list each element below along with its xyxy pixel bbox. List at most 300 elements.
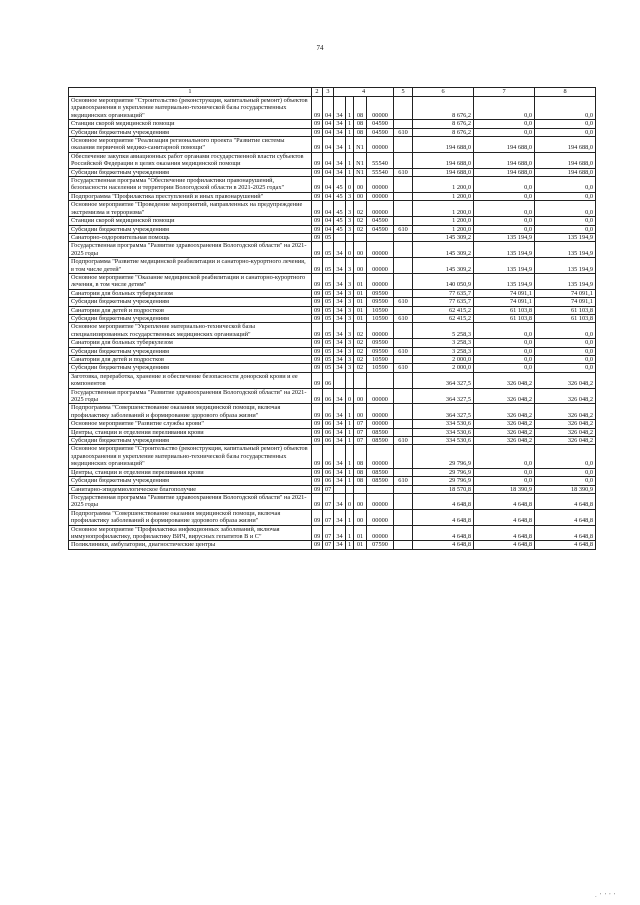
section-code: 09 xyxy=(312,120,323,128)
section-code: 09 xyxy=(312,314,323,322)
amount-col6: 8 676,2 xyxy=(413,97,474,120)
subsection-code: 04 xyxy=(323,192,334,200)
table-row xyxy=(69,323,596,339)
target-article-subprogram: 3 xyxy=(346,306,354,314)
target-article-event: 02 xyxy=(354,217,367,225)
table-row xyxy=(69,298,596,306)
target-article-subprogram: 1 xyxy=(346,97,354,120)
amount-col8: 0,0 xyxy=(535,192,596,200)
row-name: Санатории для больных туберкулезом xyxy=(69,339,312,347)
amount-col6: 140 050,9 xyxy=(413,273,474,289)
table-header-row xyxy=(69,88,596,97)
row-name: Основное мероприятие "Реализация регионального проекта "Развитие системы оказания первичной медико-санитарной помощи" xyxy=(69,137,312,153)
amount-col6: 1 200,0 xyxy=(413,217,474,225)
amount-col7: 74 091,1 xyxy=(474,289,535,297)
amount-col7: 326 048,2 xyxy=(474,428,535,436)
amount-col6: 8 676,2 xyxy=(413,120,474,128)
section-code: 09 xyxy=(312,137,323,153)
header-cell: 5 xyxy=(394,88,413,97)
amount-col7: 194 688,0 xyxy=(474,168,535,176)
target-article-program: 45 xyxy=(334,217,346,225)
row-name: Санатории для детей и подростков xyxy=(69,356,312,364)
row-name: Основное мероприятие "Оказание медицинской реабилитации и санаторно-курортного лечения, в том числе детям" xyxy=(69,273,312,289)
expense-type-code xyxy=(394,152,413,168)
amount-col7: 135 194,9 xyxy=(474,258,535,274)
subsection-code: 05 xyxy=(323,347,334,355)
amount-col7: 4 648,8 xyxy=(474,493,535,509)
amount-col7: 4 648,8 xyxy=(474,541,535,549)
subsection-code: 06 xyxy=(323,477,334,485)
target-article-program: 34 xyxy=(334,356,346,364)
amount-col7: 0,0 xyxy=(474,364,535,372)
section-code: 09 xyxy=(312,225,323,233)
subsection-code: 05 xyxy=(323,298,334,306)
header-cell: 3 xyxy=(323,88,334,97)
row-name: Поликлиники, амбулатории, диагностические центры xyxy=(69,541,312,549)
expense-type-code xyxy=(394,388,413,404)
target-article-direction: 09590 xyxy=(367,339,394,347)
target-article-event: 00 xyxy=(354,509,367,525)
target-article-direction: 00000 xyxy=(367,493,394,509)
subsection-code: 05 xyxy=(323,242,334,258)
target-article-subprogram: 3 xyxy=(346,225,354,233)
amount-col8: 18 390,9 xyxy=(535,485,596,493)
table-row xyxy=(69,217,596,225)
target-article-event: 02 xyxy=(354,364,367,372)
expense-type-code xyxy=(394,201,413,217)
target-article-event: N1 xyxy=(354,152,367,168)
table-row xyxy=(69,437,596,445)
target-article-subprogram: 0 xyxy=(346,388,354,404)
section-code: 09 xyxy=(312,97,323,120)
table-row xyxy=(69,485,596,493)
row-name: Государственная программа "Развитие здравоохранения Вологодской области" на 2021-2025 годы xyxy=(69,493,312,509)
section-code: 09 xyxy=(312,192,323,200)
amount-col8: 4 648,8 xyxy=(535,525,596,541)
target-article-subprogram: 3 xyxy=(346,289,354,297)
target-article-event xyxy=(354,372,367,388)
amount-col6: 77 635,7 xyxy=(413,298,474,306)
target-article-subprogram: 3 xyxy=(346,273,354,289)
subsection-code: 04 xyxy=(323,201,334,217)
amount-col7: 0,0 xyxy=(474,347,535,355)
target-article-program: 34 xyxy=(334,468,346,476)
amount-col7: 4 648,8 xyxy=(474,509,535,525)
target-article-program: 34 xyxy=(334,404,346,420)
target-article-event: 01 xyxy=(354,298,367,306)
target-article-program: 34 xyxy=(334,137,346,153)
target-article-subprogram: 3 xyxy=(346,217,354,225)
amount-col8: 326 048,2 xyxy=(535,420,596,428)
target-article-event: 08 xyxy=(354,120,367,128)
target-article-event: 08 xyxy=(354,97,367,120)
target-article-event: 08 xyxy=(354,468,367,476)
target-article-program xyxy=(334,372,346,388)
target-article-event: 07 xyxy=(354,428,367,436)
target-article-direction xyxy=(367,485,394,493)
target-article-direction: 09590 xyxy=(367,347,394,355)
table-row xyxy=(69,233,596,241)
target-article-event: 02 xyxy=(354,356,367,364)
expense-type-code xyxy=(394,445,413,468)
amount-col7: 0,0 xyxy=(474,356,535,364)
target-article-subprogram: 3 xyxy=(346,347,354,355)
amount-col8: 74 091,1 xyxy=(535,298,596,306)
amount-col7: 0,0 xyxy=(474,225,535,233)
amount-col7: 74 091,1 xyxy=(474,298,535,306)
subsection-code: 06 xyxy=(323,437,334,445)
row-name: Государственная программа "Развитие здравоохранения Вологодской области" на 2021-2025 годы xyxy=(69,388,312,404)
row-name: Основное мероприятие "Проведение мероприятий, направленных на предупреждение экстремизма и терроризма" xyxy=(69,201,312,217)
target-article-subprogram xyxy=(346,372,354,388)
subsection-code: 07 xyxy=(323,541,334,549)
amount-col6: 2 000,0 xyxy=(413,356,474,364)
amount-col8: 326 048,2 xyxy=(535,404,596,420)
target-article-event: 00 xyxy=(354,493,367,509)
subsection-code: 06 xyxy=(323,388,334,404)
target-article-direction: 00000 xyxy=(367,323,394,339)
table-row xyxy=(69,289,596,297)
amount-col7: 0,0 xyxy=(474,97,535,120)
amount-col6: 1 200,0 xyxy=(413,225,474,233)
header-cell: 8 xyxy=(535,88,596,97)
amount-col6: 364 327,5 xyxy=(413,372,474,388)
expense-type-code xyxy=(394,468,413,476)
amount-col6: 194 688,0 xyxy=(413,137,474,153)
target-article-program: 34 xyxy=(334,437,346,445)
target-article-event: 00 xyxy=(354,177,367,193)
subsection-code: 05 xyxy=(323,339,334,347)
amount-col8: 0,0 xyxy=(535,445,596,468)
subsection-code: 07 xyxy=(323,485,334,493)
row-name: Санатории для больных туберкулезом xyxy=(69,289,312,297)
section-code: 09 xyxy=(312,372,323,388)
amount-col6: 194 688,0 xyxy=(413,168,474,176)
target-article-event: 02 xyxy=(354,347,367,355)
target-article-program: 45 xyxy=(334,225,346,233)
amount-col8: 326 048,2 xyxy=(535,437,596,445)
row-name: Субсидии бюджетным учреждениям xyxy=(69,347,312,355)
expense-type-code xyxy=(394,97,413,120)
table-row xyxy=(69,525,596,541)
target-article-subprogram: 1 xyxy=(346,137,354,153)
table-row xyxy=(69,364,596,372)
section-code: 09 xyxy=(312,428,323,436)
row-name: Субсидии бюджетным учреждениям xyxy=(69,128,312,136)
section-code: 09 xyxy=(312,347,323,355)
target-article-direction xyxy=(367,372,394,388)
scan-mark: . ' ' ' ' xyxy=(595,893,616,899)
amount-col7: 135 194,9 xyxy=(474,233,535,241)
target-article-direction: 00000 xyxy=(367,404,394,420)
target-article-subprogram: 1 xyxy=(346,404,354,420)
section-code: 09 xyxy=(312,485,323,493)
header-cell: 2 xyxy=(312,88,323,97)
expense-type-code xyxy=(394,273,413,289)
header-cell: 4 xyxy=(334,88,394,97)
expense-type-code xyxy=(394,493,413,509)
amount-col6: 8 676,2 xyxy=(413,128,474,136)
target-article-program: 34 xyxy=(334,364,346,372)
amount-col8: 135 194,9 xyxy=(535,242,596,258)
amount-col6: 62 415,2 xyxy=(413,306,474,314)
row-name: Субсидии бюджетным учреждениям xyxy=(69,477,312,485)
subsection-code: 04 xyxy=(323,177,334,193)
target-article-event: 02 xyxy=(354,201,367,217)
amount-col6: 145 309,2 xyxy=(413,258,474,274)
subsection-code: 06 xyxy=(323,372,334,388)
expense-type-code xyxy=(394,137,413,153)
section-code: 09 xyxy=(312,404,323,420)
target-article-subprogram: 3 xyxy=(346,339,354,347)
target-article-subprogram: 3 xyxy=(346,364,354,372)
amount-col7: 0,0 xyxy=(474,120,535,128)
table-row xyxy=(69,273,596,289)
amount-col8: 135 194,9 xyxy=(535,258,596,274)
amount-col8: 0,0 xyxy=(535,120,596,128)
table-row xyxy=(69,128,596,136)
target-article-direction: 10590 xyxy=(367,364,394,372)
amount-col7: 61 103,8 xyxy=(474,306,535,314)
target-article-direction xyxy=(367,233,394,241)
expense-type-code xyxy=(394,306,413,314)
expense-type-code xyxy=(394,120,413,128)
section-code: 09 xyxy=(312,201,323,217)
section-code: 09 xyxy=(312,339,323,347)
header-cell: 6 xyxy=(413,88,474,97)
amount-col8: 135 194,9 xyxy=(535,273,596,289)
section-code: 09 xyxy=(312,298,323,306)
amount-col6: 1 200,0 xyxy=(413,177,474,193)
expense-type-code: 610 xyxy=(394,477,413,485)
section-code: 09 xyxy=(312,306,323,314)
expense-type-code xyxy=(394,192,413,200)
target-article-program: 45 xyxy=(334,192,346,200)
amount-col8: 0,0 xyxy=(535,347,596,355)
target-article-event: 01 xyxy=(354,306,367,314)
table-row xyxy=(69,388,596,404)
table-row xyxy=(69,168,596,176)
amount-col7: 326 048,2 xyxy=(474,420,535,428)
section-code: 09 xyxy=(312,217,323,225)
expense-type-code: 610 xyxy=(394,347,413,355)
table-row xyxy=(69,347,596,355)
row-name: Субсидии бюджетным учреждениям xyxy=(69,437,312,445)
target-article-event: 02 xyxy=(354,225,367,233)
expense-type-code xyxy=(394,258,413,274)
target-article-direction: 00000 xyxy=(367,509,394,525)
table-row xyxy=(69,428,596,436)
target-article-direction: 00000 xyxy=(367,97,394,120)
table-row xyxy=(69,541,596,549)
table-row xyxy=(69,356,596,364)
subsection-code: 04 xyxy=(323,152,334,168)
subsection-code: 05 xyxy=(323,356,334,364)
target-article-direction: 00000 xyxy=(367,445,394,468)
expense-type-code xyxy=(394,339,413,347)
subsection-code: 06 xyxy=(323,404,334,420)
row-name: Основное мероприятие "Строительство (реконструкция, капитальный ремонт) объектов здравоохранения в укрепление материально-технической базы государственных медицинских организаций" xyxy=(69,97,312,120)
table-row xyxy=(69,445,596,468)
subsection-code: 05 xyxy=(323,258,334,274)
amount-col8: 0,0 xyxy=(535,339,596,347)
amount-col6: 18 570,8 xyxy=(413,485,474,493)
target-article-event: N1 xyxy=(354,137,367,153)
target-article-direction: 10590 xyxy=(367,306,394,314)
header-cell: 7 xyxy=(474,88,535,97)
subsection-code: 05 xyxy=(323,306,334,314)
row-name: Основное мероприятие "Развитие службы крови" xyxy=(69,420,312,428)
target-article-program: 34 xyxy=(334,339,346,347)
target-article-subprogram: 3 xyxy=(346,314,354,322)
amount-col6: 62 415,2 xyxy=(413,314,474,322)
expense-type-code xyxy=(394,428,413,436)
target-article-program: 34 xyxy=(334,289,346,297)
target-article-subprogram: 3 xyxy=(346,201,354,217)
target-article-event xyxy=(354,485,367,493)
row-name: Подпрограмма "Профилактика преступлений и иных правонарушений" xyxy=(69,192,312,200)
section-code: 09 xyxy=(312,437,323,445)
expense-type-code xyxy=(394,541,413,549)
expense-type-code: 610 xyxy=(394,298,413,306)
amount-col8: 61 103,8 xyxy=(535,314,596,322)
row-name: Станции скорой медицинской помощи xyxy=(69,120,312,128)
amount-col8: 0,0 xyxy=(535,177,596,193)
target-article-subprogram: 1 xyxy=(346,128,354,136)
target-article-direction: 00000 xyxy=(367,192,394,200)
target-article-event: 08 xyxy=(354,128,367,136)
amount-col6: 4 648,8 xyxy=(413,509,474,525)
target-article-subprogram: 1 xyxy=(346,525,354,541)
amount-col8: 0,0 xyxy=(535,128,596,136)
amount-col7: 0,0 xyxy=(474,177,535,193)
target-article-event: N1 xyxy=(354,168,367,176)
amount-col6: 334 530,6 xyxy=(413,428,474,436)
section-code: 09 xyxy=(312,509,323,525)
target-article-direction: 55540 xyxy=(367,152,394,168)
amount-col6: 364 327,5 xyxy=(413,388,474,404)
row-name: Субсидии бюджетным учреждениям xyxy=(69,298,312,306)
row-name: Основное мероприятие "Укрепление материально-технической базы специализированных государственных медицинских организаций" xyxy=(69,323,312,339)
target-article-program: 34 xyxy=(334,388,346,404)
amount-col8: 4 648,8 xyxy=(535,509,596,525)
target-article-direction: 00000 xyxy=(367,242,394,258)
row-name: Санатории для детей и подростков xyxy=(69,306,312,314)
target-article-direction: 10590 xyxy=(367,356,394,364)
section-code: 09 xyxy=(312,323,323,339)
table-row xyxy=(69,258,596,274)
amount-col8: 326 048,2 xyxy=(535,428,596,436)
section-code: 09 xyxy=(312,541,323,549)
target-article-subprogram: 0 xyxy=(346,177,354,193)
subsection-code: 05 xyxy=(323,314,334,322)
amount-col8: 61 103,8 xyxy=(535,306,596,314)
target-article-subprogram: 0 xyxy=(346,493,354,509)
expense-type-code: 610 xyxy=(394,437,413,445)
amount-col8: 0,0 xyxy=(535,356,596,364)
target-article-direction: 10590 xyxy=(367,314,394,322)
expense-type-code xyxy=(394,242,413,258)
row-name: Субсидии бюджетным учреждениям xyxy=(69,314,312,322)
table-row xyxy=(69,372,596,388)
expense-type-code: 610 xyxy=(394,225,413,233)
amount-col6: 29 796,9 xyxy=(413,477,474,485)
table-row xyxy=(69,201,596,217)
row-name: Основное мероприятие "Профилактика инфекционных заболеваний, включая иммунопрофилактику, профилактику ВИЧ, вирусных гепатитов В и С" xyxy=(69,525,312,541)
target-article-direction: 08590 xyxy=(367,437,394,445)
section-code: 09 xyxy=(312,128,323,136)
subsection-code: 06 xyxy=(323,468,334,476)
subsection-code: 04 xyxy=(323,225,334,233)
table-row xyxy=(69,120,596,128)
expense-type-code: 610 xyxy=(394,364,413,372)
target-article-subprogram: 1 xyxy=(346,428,354,436)
amount-col7: 326 048,2 xyxy=(474,437,535,445)
table-row xyxy=(69,242,596,258)
section-code: 09 xyxy=(312,242,323,258)
amount-col6: 334 530,6 xyxy=(413,437,474,445)
table-row xyxy=(69,468,596,476)
section-code: 09 xyxy=(312,388,323,404)
amount-col6: 334 530,6 xyxy=(413,420,474,428)
target-article-direction: 08590 xyxy=(367,468,394,476)
amount-col7: 135 194,9 xyxy=(474,242,535,258)
target-article-direction: 00000 xyxy=(367,388,394,404)
expense-type-code xyxy=(394,509,413,525)
amount-col7: 4 648,8 xyxy=(474,525,535,541)
table-row xyxy=(69,97,596,120)
amount-col8: 194 688,0 xyxy=(535,168,596,176)
target-article-event: 02 xyxy=(354,339,367,347)
target-article-program: 34 xyxy=(334,242,346,258)
amount-col7: 326 048,2 xyxy=(474,388,535,404)
subsection-code: 06 xyxy=(323,420,334,428)
expense-type-code xyxy=(394,323,413,339)
table-row xyxy=(69,177,596,193)
subsection-code: 04 xyxy=(323,120,334,128)
amount-col7: 0,0 xyxy=(474,339,535,347)
target-article-subprogram: 1 xyxy=(346,541,354,549)
section-code: 09 xyxy=(312,273,323,289)
target-article-direction: 00000 xyxy=(367,258,394,274)
target-article-direction: 04590 xyxy=(367,128,394,136)
target-article-event: 00 xyxy=(354,388,367,404)
subsection-code: 04 xyxy=(323,97,334,120)
target-article-direction: 08590 xyxy=(367,428,394,436)
subsection-code: 04 xyxy=(323,217,334,225)
target-article-event: 08 xyxy=(354,445,367,468)
target-article-program: 34 xyxy=(334,128,346,136)
subsection-code: 06 xyxy=(323,445,334,468)
amount-col8: 194 688,0 xyxy=(535,137,596,153)
target-article-program: 34 xyxy=(334,258,346,274)
subsection-code: 07 xyxy=(323,525,334,541)
row-name: Заготовка, переработка, хранение и обеспечение безопасности донорской крови и ее компонентов xyxy=(69,372,312,388)
table-row xyxy=(69,152,596,168)
target-article-subprogram xyxy=(346,233,354,241)
target-article-program: 34 xyxy=(334,323,346,339)
table-row xyxy=(69,137,596,153)
target-article-event: 01 xyxy=(354,273,367,289)
amount-col6: 3 258,3 xyxy=(413,339,474,347)
amount-col8: 4 648,8 xyxy=(535,493,596,509)
target-article-subprogram: 1 xyxy=(346,168,354,176)
target-article-subprogram: 3 xyxy=(346,258,354,274)
target-article-subprogram: 3 xyxy=(346,323,354,339)
target-article-subprogram: 0 xyxy=(346,242,354,258)
table-row xyxy=(69,420,596,428)
target-article-direction: 04590 xyxy=(367,217,394,225)
